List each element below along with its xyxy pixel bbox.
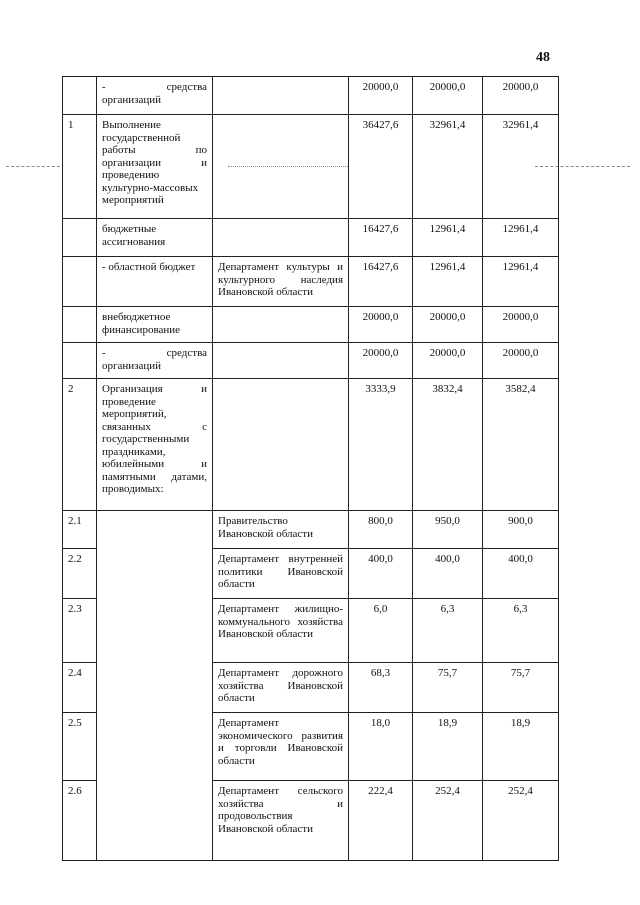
value-year-3: 3582,4 [483,379,559,511]
row-executor [213,115,349,219]
row-index: 2.2 [63,549,97,599]
row-executor [213,77,349,115]
value-year-2: 3832,4 [413,379,483,511]
row-executor [213,307,349,343]
table-row [63,115,559,219]
value-year-2: 950,0 [413,511,483,549]
row-name: Выполнение государственной работы по организации и проведению культурно-массовых мероприятий [97,115,213,219]
row-index: 2.3 [63,599,97,663]
value-year-3: 400,0 [483,549,559,599]
value-year-3: 6,3 [483,599,559,663]
value-year-1: 68,3 [349,663,413,713]
value-year-2: 252,4 [413,781,483,861]
value-year-2: 20000,0 [413,307,483,343]
row-executor [213,379,349,511]
row-index [63,343,97,379]
value-year-3: 252,4 [483,781,559,861]
row-name: - областной бюджет [97,257,213,307]
value-year-1: 20000,0 [349,77,413,115]
row-index [63,307,97,343]
row-index [63,257,97,307]
value-year-2: 400,0 [413,549,483,599]
row-executor [213,219,349,257]
row-index [63,219,97,257]
row-executor: Департамент экономического развития и торговли Ивановской области [213,713,349,781]
budget-table [62,76,559,861]
value-year-2: 18,9 [413,713,483,781]
row-index: 2.4 [63,663,97,713]
table-row [63,307,559,343]
value-year-1: 18,0 [349,713,413,781]
value-year-1: 400,0 [349,549,413,599]
table-row [63,219,559,257]
row-index [63,77,97,115]
value-year-2: 12961,4 [413,219,483,257]
value-year-1: 20000,0 [349,343,413,379]
table-row [63,257,559,307]
row-name: - средства организаций [97,77,213,115]
page-number: 48 [536,50,550,65]
value-year-1: 16427,6 [349,219,413,257]
row-executor: Правительство Ивановской области [213,511,349,549]
value-year-2: 32961,4 [413,115,483,219]
value-year-3: 20000,0 [483,77,559,115]
value-year-3: 75,7 [483,663,559,713]
scan-artifact-line [6,166,60,167]
value-year-1: 36427,6 [349,115,413,219]
row-index: 2.1 [63,511,97,549]
table-row [63,343,559,379]
row-executor: Департамент культуры и культурного наследия Ивановской области [213,257,349,307]
row-index: 1 [63,115,97,219]
row-name: внебюджетное финансирование [97,307,213,343]
row-name: Организация и проведение мероприятий, связанных с государственными праздниками, юбилейными и памятными датами, проводимых: [97,379,213,511]
value-year-2: 20000,0 [413,77,483,115]
row-name: бюджетные ассигнования [97,219,213,257]
value-year-3: 20000,0 [483,343,559,379]
value-year-3: 12961,4 [483,219,559,257]
row-executor: Департамент дорожного хозяйства Ивановской области [213,663,349,713]
value-year-2: 12961,4 [413,257,483,307]
value-year-2: 75,7 [413,663,483,713]
row-executor: Департамент внутренней политики Ивановской области [213,549,349,599]
row-executor [213,343,349,379]
value-year-1: 800,0 [349,511,413,549]
value-year-3: 12961,4 [483,257,559,307]
value-year-3: 18,9 [483,713,559,781]
value-year-1: 3333,9 [349,379,413,511]
row-index: 2 [63,379,97,511]
value-year-3: 900,0 [483,511,559,549]
value-year-2: 6,3 [413,599,483,663]
value-year-2: 20000,0 [413,343,483,379]
value-year-1: 20000,0 [349,307,413,343]
row-index: 2.6 [63,781,97,861]
table-row [63,379,559,511]
merged-empty-cell [97,511,213,861]
value-year-1: 16427,6 [349,257,413,307]
row-executor: Департамент сельского хозяйства и продовольствия Ивановской области [213,781,349,861]
value-year-1: 222,4 [349,781,413,861]
row-executor: Департамент жилищно-коммунального хозяйства Ивановской области [213,599,349,663]
table-row [63,511,559,549]
value-year-1: 6,0 [349,599,413,663]
value-year-3: 32961,4 [483,115,559,219]
row-name: - средства организаций [97,343,213,379]
row-index: 2.5 [63,713,97,781]
table-row [63,77,559,115]
value-year-3: 20000,0 [483,307,559,343]
